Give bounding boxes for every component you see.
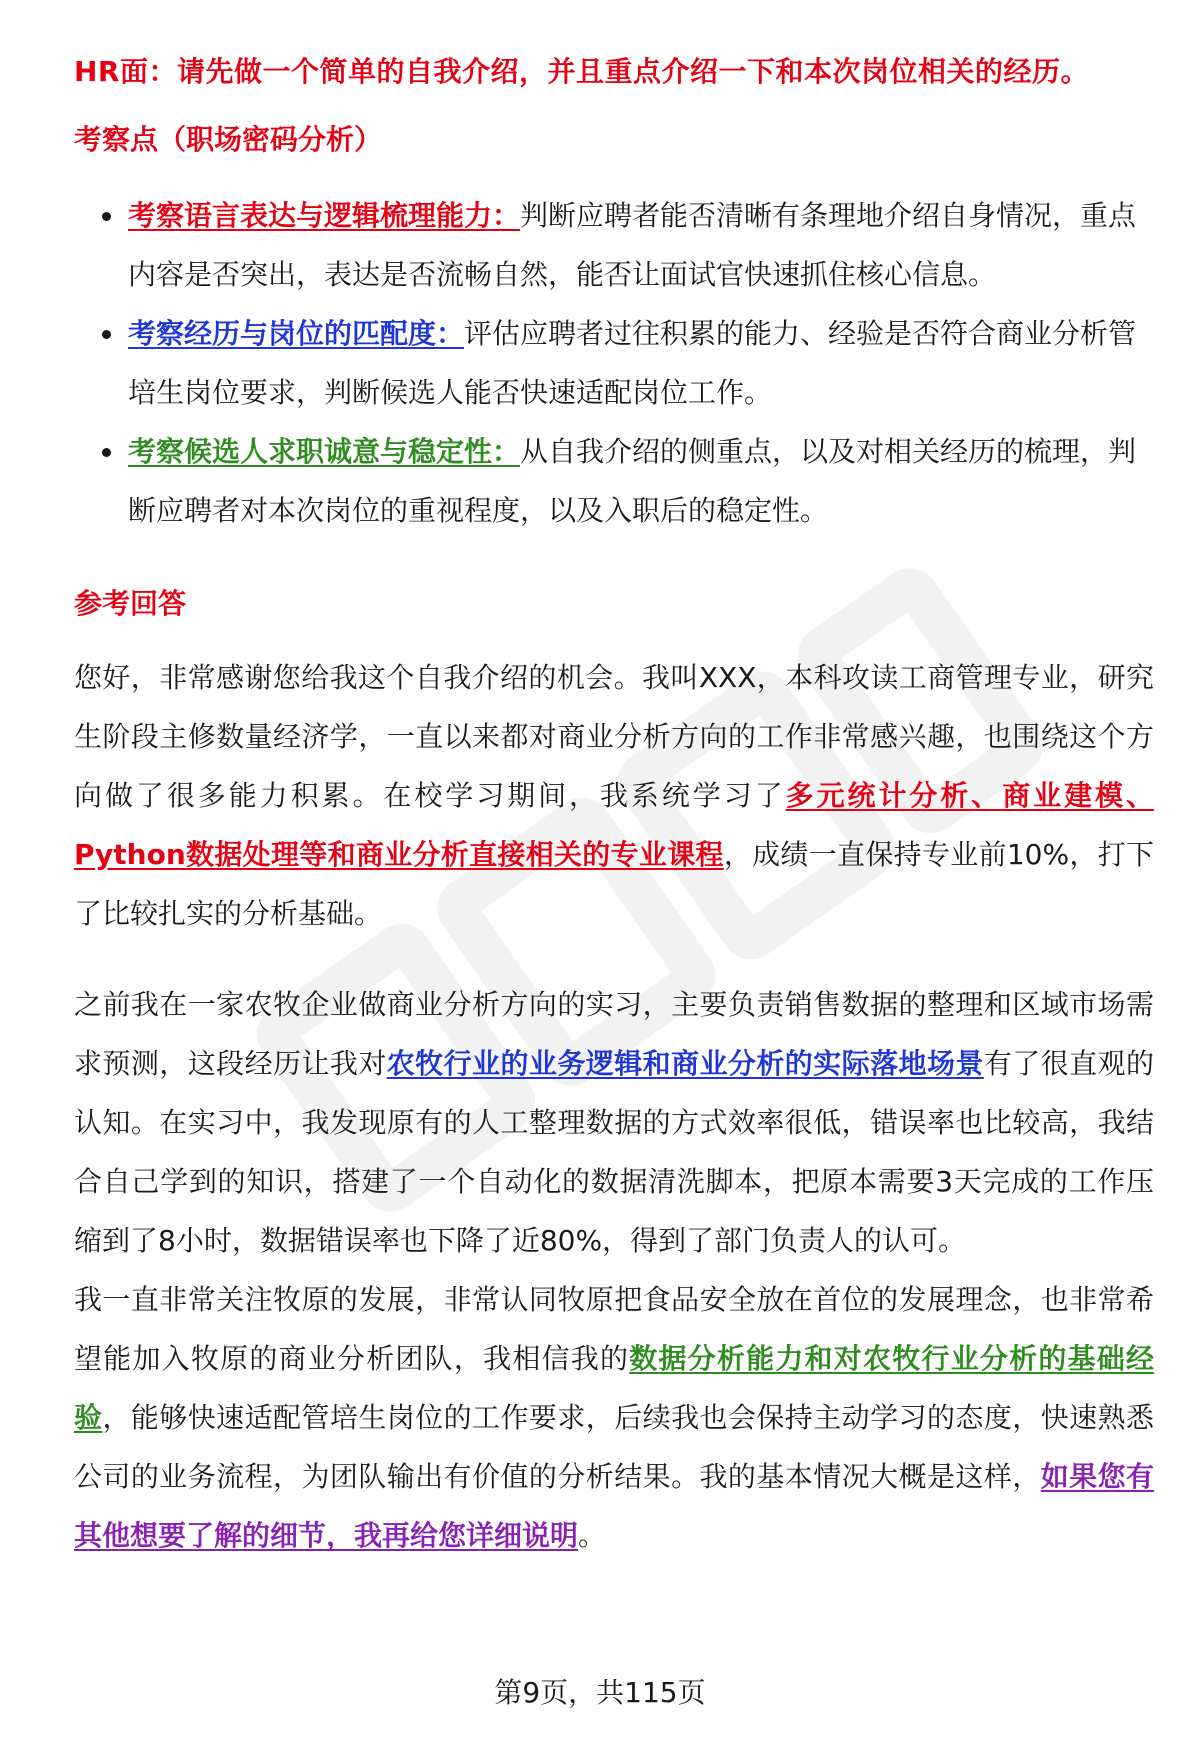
assessment-point-1-text: 判断应聘者能否清晰有条理地介绍自身情况，重点内容是否突出，表达是否流畅自然，能否让面试官快速抓住核心信息。 [128,199,1137,291]
p2-highlight: 农牧行业的业务逻辑和商业分析的实际落地场景 [386,1047,984,1080]
assessment-point-2-text: 评估应聘者过往积累的能力、经验是否符合商业分析管培生岗位要求，判断候选人能否快速适配岗位工作。 [128,317,1137,409]
assessment-point-1-label: 考察语言表达与逻辑梳理能力： [128,199,521,232]
answer-paragraph-3 [74,1270,1154,1565]
assessment-point-3-text: 从自我介绍的侧重点，以及对相关经历的梳理，判断应聘者对本次岗位的重视程度，以及入职后的稳定性。 [128,435,1137,527]
answer-heading: 参考回答 [74,587,187,620]
assessment-point-2 [128,304,1154,422]
p3-before: 我一直非常关注牧原的发展，非常认同牧原把食品安全放在首位的发展理念，也非常希望能加入牧原的商业分析团队，我相信我的 [74,1283,1154,1375]
p3-highlight-1: 数据分析能力和对农牧行业分析的基础经验 [74,1342,1154,1434]
p1-highlight: 多元统计分析、商业建模、Python数据处理等和商业分析直接相关的专业课程 [74,779,1154,871]
assessment-point-2-label: 考察经历与岗位的匹配度： [128,317,465,350]
p2-after: 有了很直观的认知。在实习中，我发现原有的人工整理数据的方式效率很低，错误率也比较高，我结合自己学到的知识，搭建了一个自动化的数据清洗脚本，把原本需要3天完成的工作压缩到了8小时，数据错误率也下降了近80%，得到了部门负责人的认可。 [74,1047,1154,1257]
assessment-point-3 [128,422,1154,540]
assessment-point-1 [128,186,1154,304]
assessment-list [74,186,1154,540]
assessment-heading: 考察点（职场密码分析） [74,123,383,156]
document-page [74,52,1154,1565]
assessment-point-3-label: 考察候选人求职诚意与稳定性： [128,435,521,468]
p2-before: 之前我在一家农牧企业做商业分析方向的实习，主要负责销售数据的整理和区域市场需求预测，这段经历让我对 [74,988,1154,1080]
question-title: HR面：请先做一个简单的自我介绍，并且重点介绍一下和本次岗位相关的经历。 [74,55,1089,88]
answer-paragraph-2 [74,975,1154,1270]
page-footer: 第9页，共115页 [494,1676,706,1709]
p1-before: 您好，非常感谢您给我这个自我介绍的机会。我叫XXX，本科攻读工商管理专业，研究生阶段主修数量经济学，一直以来都对商业分析方向的工作非常感兴趣，也围绕这个方向做了很多能力积累。在校学习期间，我系统学习了 [74,661,1154,812]
p3-highlight-2: 如果您有其他想要了解的细节，我再给您详细说明 [74,1460,1154,1552]
answer-paragraph-1 [74,648,1154,943]
p1-after: ，成绩一直保持专业前10%，打下了比较扎实的分析基础。 [74,838,1154,930]
p3-middle: ，能够快速适配管培生岗位的工作要求，后续我也会保持主动学习的态度，快速熟悉公司的业务流程，为团队输出有价值的分析结果。我的基本情况大概是这样， [74,1401,1154,1493]
p3-after: 。 [578,1519,607,1552]
